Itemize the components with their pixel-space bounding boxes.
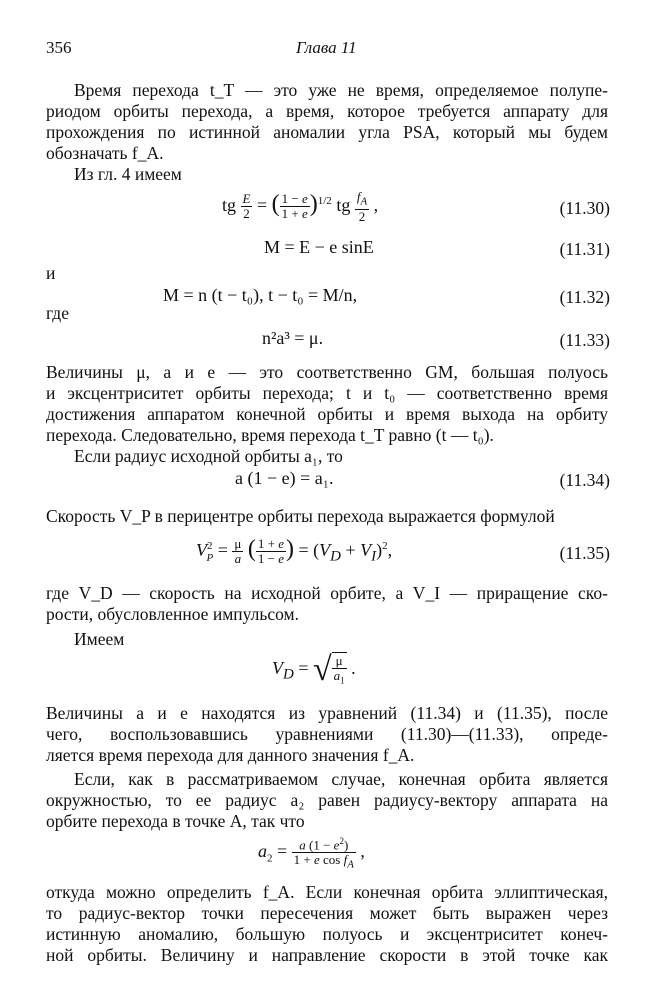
equation-number: (11.32) bbox=[559, 287, 610, 307]
text-line: Величины μ, a и e — это соответственно GM, большая полуось bbox=[46, 362, 608, 382]
text-line: прохождения по истинной аномалии угла PSA, который мы будем bbox=[46, 122, 608, 142]
equation-a2: $a_2$ = $\frac{a (1 - e^2)}{1 + e \cos f_A}$ , bbox=[258, 836, 365, 871]
text-line: Величины a и e находятся из уравнений (11.34) и (11.35), после bbox=[46, 703, 608, 723]
text-line: чего, воспользовавшись уравнениями (11.30)—(11.33), опреде- bbox=[46, 724, 608, 744]
text-line: Время перехода t_T — это уже не время, определяемое полупе- bbox=[74, 80, 608, 100]
equation-number: (11.30) bbox=[559, 198, 610, 218]
text-line: истинную аномалию, большую полуось и эксцентриситет конеч- bbox=[46, 924, 608, 944]
equation-vd: $V_D$ = √ $\frac{\mu}{a_1}$ . bbox=[272, 650, 356, 688]
text-line: Имеем bbox=[74, 629, 125, 649]
text-line: орбите перехода в точке A, так что bbox=[46, 811, 305, 831]
equation-11-33: n²a³ = μ. bbox=[262, 328, 324, 348]
text-line: рости, обусловленное импульсом. bbox=[46, 604, 299, 624]
page-number: 356 bbox=[46, 38, 72, 57]
text-line: перехода. Следовательно, время перехода t_T равно (t — t₀). bbox=[46, 425, 494, 445]
text-line: ляется время перехода для данного значения f_A. bbox=[46, 745, 415, 765]
text-line: достижения аппаратом конечной орбиты и время выхода на орбиту bbox=[46, 404, 608, 424]
text-line: откуда можно определить f_A. Если конечная орбита эллиптическая, bbox=[46, 882, 608, 902]
equation-11-35: $V^2_P$ = $\frac{\mu}{a}$ ( $\frac{1 + e}{1 - e}$ ) = $(V_D + V_I)^2$, bbox=[196, 536, 393, 567]
text-line: окружностью, то ее радиус a₂ равен радиусу-вектору аппарата на bbox=[46, 790, 608, 810]
text-line: Из гл. 4 имеем bbox=[74, 164, 182, 184]
text-line: где bbox=[46, 303, 69, 323]
text-line: то радиус-вектор точки пересечения может быть выражен через bbox=[46, 903, 608, 923]
equation-number: (11.34) bbox=[559, 470, 610, 490]
text-line: обозначать f_A. bbox=[46, 143, 164, 163]
text-line: и bbox=[46, 263, 56, 283]
chapter-title: Глава 11 bbox=[296, 38, 357, 57]
text-line: Скорость V_P в перицентре орбиты перехода выражается формулой bbox=[46, 506, 555, 526]
equation-number: (11.35) bbox=[559, 543, 610, 563]
equation-11-31: M = E − e sinE bbox=[264, 237, 374, 257]
equation-11-34: a (1 − e) = a₁. bbox=[235, 468, 334, 488]
text-line: риодом орбиты перехода, а время, которое требуется аппарату для bbox=[46, 101, 608, 121]
equation-number: (11.33) bbox=[559, 330, 610, 350]
text-line: и эксцентриситет орбиты перехода; t и t₀ — соответственно время bbox=[46, 383, 608, 403]
text-line: где V_D — скорость на исходной орбите, а V_I — приращение ско- bbox=[46, 583, 608, 603]
equation-11-32: M = n (t − t₀), t − t₀ = M/n, bbox=[163, 285, 358, 305]
text-line: ной орбиты. Величину и направление скорости в этой точке как bbox=[46, 945, 608, 965]
text-line: Если радиус исходной орбиты a₁, то bbox=[74, 446, 343, 466]
equation-number: (11.31) bbox=[559, 239, 610, 259]
text-line: Если, как в рассматриваемом случае, конечная орбита является bbox=[74, 769, 608, 789]
equation-11-30: tg $\frac{E}{2}$ = ( $\frac{1 - e}{1 + e}$ )$^{1/2}$ tg $\frac{f_A}{2}$ , bbox=[222, 189, 379, 224]
